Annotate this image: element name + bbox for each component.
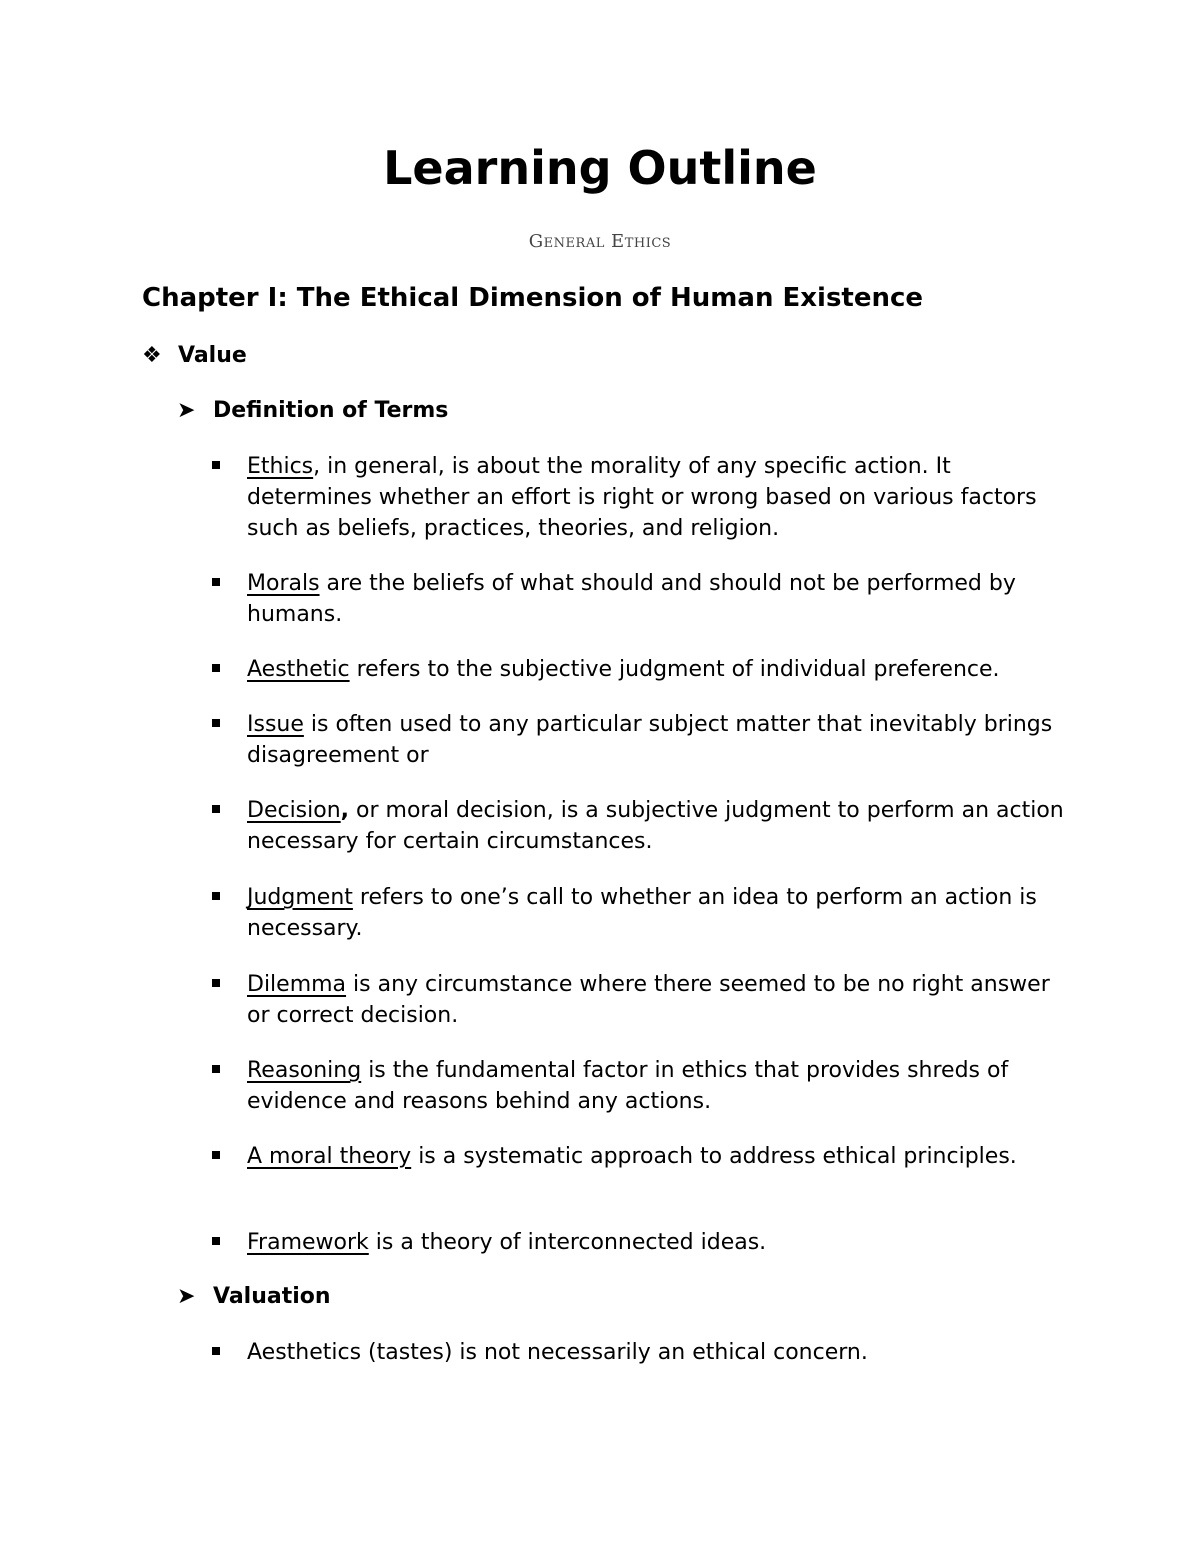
definition-text: is the fundamental factor in ethics that provides shreds of evidence and reasons behind any actions. — [247, 1058, 1009, 1114]
definition-term: Issue — [247, 712, 304, 737]
definition-text: is often used to any particular subject matter that inevitably brings disagreement or — [247, 712, 1053, 768]
definition-item-dilemma — [212, 969, 1072, 1031]
definition-comma: , — [340, 798, 350, 823]
chapter-heading: Chapter I: The Ethical Dimension of Human Existence — [142, 283, 924, 313]
definition-term: Judgment — [247, 885, 353, 910]
definition-text: refers to one’s call to whether an idea to perform an action is necessary. — [247, 885, 1037, 941]
square-bullet-icon — [212, 1347, 220, 1355]
definition-item-ethics — [212, 451, 1072, 544]
valuation-item — [212, 1337, 1072, 1368]
definition-term: Framework — [247, 1230, 369, 1255]
definition-text: are the beliefs of what should and should not be performed by humans. — [247, 571, 1016, 627]
definition-text: is a systematic approach to address ethical principles. — [411, 1144, 1017, 1169]
definition-text: refers to the subjective judgment of individual preference. — [349, 657, 1000, 682]
definition-text: is a theory of interconnected ideas. — [368, 1230, 767, 1255]
definition-term: Morals — [247, 571, 320, 596]
square-bullet-icon — [212, 461, 220, 469]
square-bullet-icon — [212, 979, 220, 987]
definition-item-issue — [212, 709, 1072, 771]
arrowhead-bullet-icon: ➤ — [177, 398, 196, 423]
subsection-label: Valuation — [213, 1284, 331, 1309]
document-title: Learning Outline — [383, 141, 817, 195]
definition-item-morals — [212, 568, 1072, 630]
square-bullet-icon — [212, 805, 220, 813]
square-bullet-icon — [212, 578, 220, 586]
definition-text: , in general, is about the morality of any specific action. It determines whether an effort is right or wrong based on various factors such as beliefs, practices, theories, and religion. — [247, 454, 1037, 541]
subsection-definition-of-terms — [177, 396, 448, 426]
definition-term: A moral theory — [247, 1144, 412, 1169]
arrowhead-bullet-icon: ➤ — [177, 1284, 196, 1309]
definition-item-judgment — [212, 882, 1072, 944]
definition-item-framework — [212, 1227, 1072, 1258]
definition-item-aesthetic — [212, 654, 1072, 685]
square-bullet-icon — [212, 1151, 220, 1159]
definition-item-reasoning — [212, 1055, 1072, 1117]
subsection-label: Definition of Terms — [213, 398, 449, 423]
section-value — [142, 341, 247, 371]
section-label: Value — [178, 343, 247, 368]
definition-text: is any circumstance where there seemed to be no right answer or correct decision. — [247, 972, 1050, 1028]
definition-term: Ethics — [247, 454, 314, 479]
diamond-bullet-icon: ❖ — [142, 343, 162, 368]
valuation-text: Aesthetics (tastes) is not necessarily an ethical concern. — [247, 1340, 868, 1365]
subsection-valuation — [177, 1282, 331, 1312]
definition-term: Reasoning — [247, 1058, 362, 1083]
square-bullet-icon — [212, 664, 220, 672]
square-bullet-icon — [212, 1237, 220, 1245]
definition-text: or moral decision, is a subjective judgment to perform an action necessary for certain circumstances. — [247, 798, 1064, 854]
definition-term: Decision — [247, 798, 341, 823]
square-bullet-icon — [212, 719, 220, 727]
definition-term: Aesthetic — [247, 657, 350, 682]
square-bullet-icon — [212, 1065, 220, 1073]
definition-term: Dilemma — [247, 972, 347, 997]
square-bullet-icon — [212, 892, 220, 900]
document-subtitle: General Ethics — [528, 231, 672, 252]
definition-item-moral-theory — [212, 1141, 1072, 1172]
definition-item-decision — [212, 795, 1072, 857]
